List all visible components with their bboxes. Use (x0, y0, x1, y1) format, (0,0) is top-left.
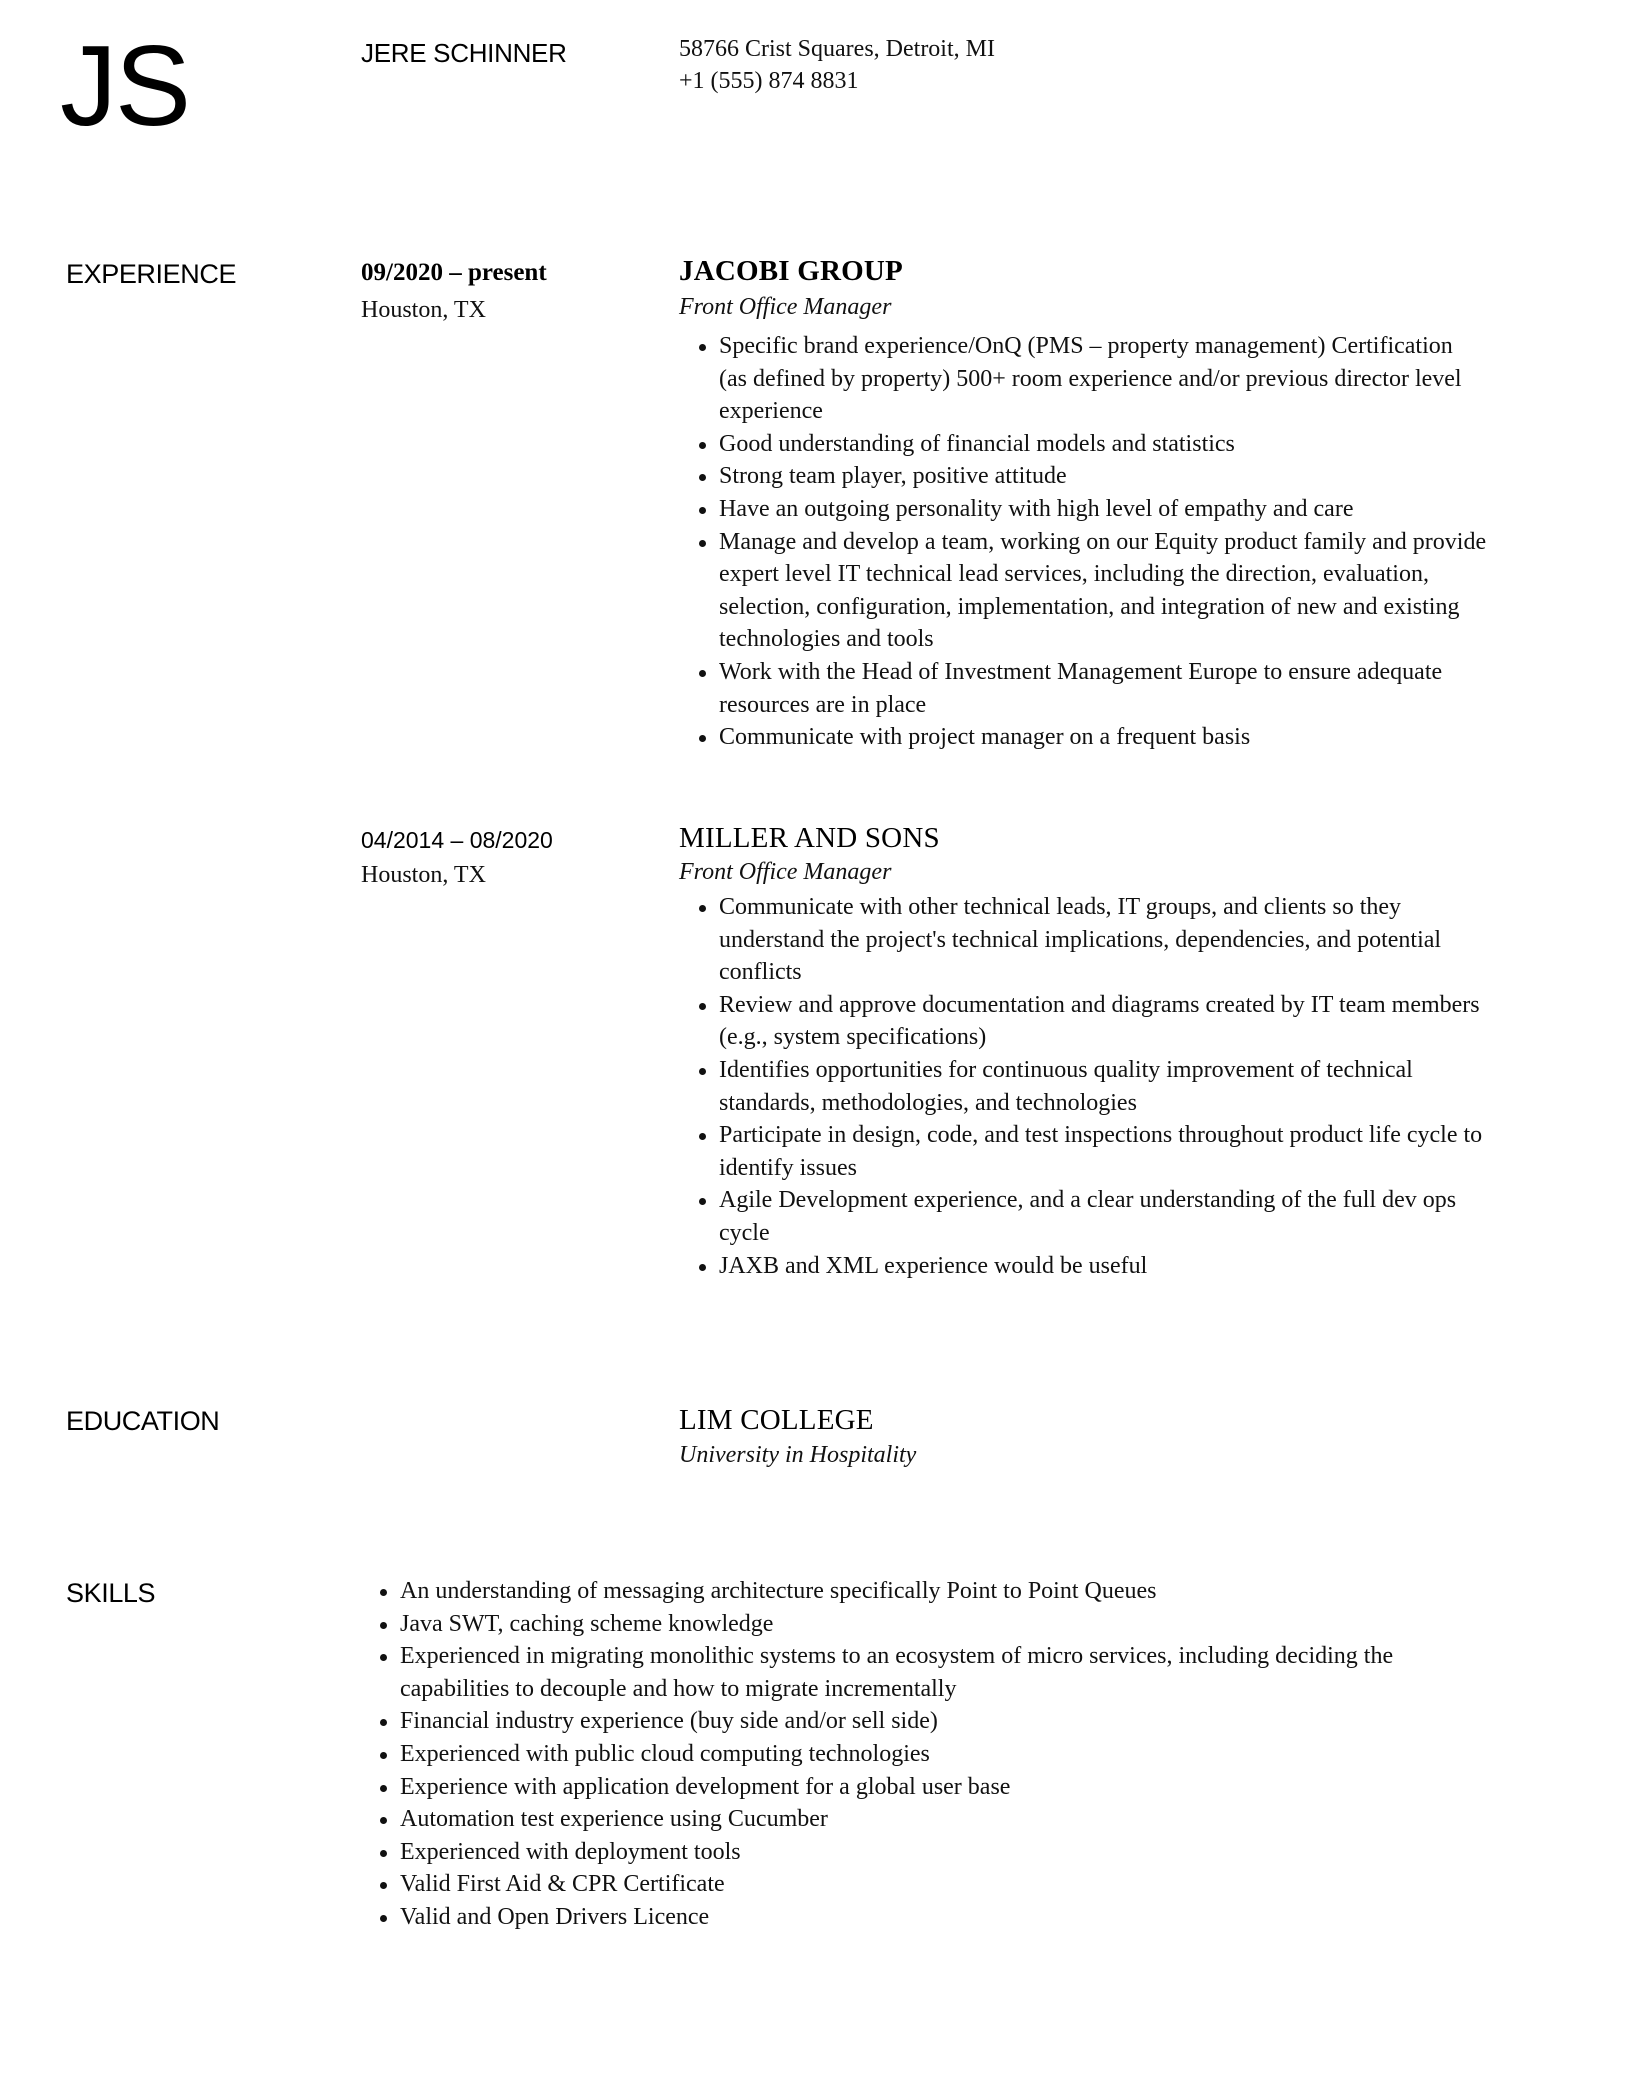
list-item-text: Financial industry experience (buy side and/or sell side) (400, 1708, 938, 1735)
list-item (700, 428, 1486, 461)
bullet-icon (380, 1719, 387, 1726)
list-item-text: Manage and develop a team, working on our Equity product family and provide (719, 528, 1487, 555)
list-item (700, 1250, 1482, 1283)
list-item (381, 1738, 1393, 1771)
candidate-name: JERE SCHINNER (361, 38, 567, 68)
bullet-icon (380, 1882, 387, 1889)
list-item (381, 1771, 1393, 1804)
list-item-text: experience (719, 398, 823, 425)
list-item-text: (e.g., system specifications) (719, 1024, 987, 1051)
list-item (700, 1184, 1482, 1249)
list-item-text: Experience with application development for a global user base (400, 1773, 1011, 1800)
bullet-icon (699, 1133, 706, 1140)
list-item-text: JAXB and XML experience would be useful (719, 1252, 1148, 1279)
section-heading-education: EDUCATION (66, 1406, 220, 1436)
list-item-text: selection, configuration, implementation, and integration of new and existing (719, 593, 1460, 620)
list-item-text: Have an outgoing personality with high level of empathy and care (719, 495, 1354, 522)
list-item-text: Valid and Open Drivers Licence (400, 1903, 710, 1930)
skills-list (381, 1575, 1393, 1934)
bullet-icon (699, 1003, 706, 1010)
bullet-icon (380, 1915, 387, 1922)
monogram: JS (60, 23, 190, 150)
entry-dates: 09/2020 – present (361, 259, 547, 286)
list-item-text: cycle (719, 1219, 770, 1246)
list-item (700, 891, 1482, 989)
responsibilities-list (700, 330, 1486, 754)
bullet-icon (699, 344, 706, 351)
list-item (381, 1836, 1393, 1869)
list-item-text: expert level IT technical lead services, including the direction, evaluation, (719, 561, 1429, 588)
address: 58766 Crist Squares, Detroit, MI (679, 36, 995, 62)
bullet-icon (699, 442, 706, 449)
bullet-icon (380, 1850, 387, 1857)
list-item-text: Agile Development experience, and a clear understanding of the full dev ops (719, 1187, 1457, 1214)
contact-info (679, 33, 995, 97)
bullet-icon (380, 1817, 387, 1824)
list-item-text: conflicts (719, 959, 802, 986)
list-item-text: Experienced with public cloud computing technologies (400, 1740, 930, 1767)
bullet-icon (699, 735, 706, 742)
list-item-text: Specific brand experience/OnQ (PMS – property management) Certification (719, 333, 1453, 359)
company-name: MILLER AND SONS (679, 822, 940, 854)
list-item (700, 460, 1486, 493)
list-item-text: Communicate with project manager on a frequent basis (719, 724, 1251, 751)
list-item-text: Good understanding of financial models and statistics (719, 430, 1235, 457)
list-item-text: understand the project's technical implications, dependencies, and potential (719, 926, 1442, 953)
list-item (381, 1608, 1393, 1641)
phone: +1 (555) 874 8831 (679, 68, 859, 94)
list-item-text: identify issues (719, 1154, 857, 1181)
list-item-text: Automation test experience using Cucumber (400, 1806, 828, 1833)
bullet-icon (699, 474, 706, 481)
bullet-icon (699, 1198, 706, 1205)
entry-location: Houston, TX (361, 297, 486, 323)
list-item (700, 721, 1486, 754)
section-heading-experience: EXPERIENCE (66, 259, 237, 289)
bullet-icon (699, 1068, 706, 1075)
entry-location: Houston, TX (361, 862, 486, 888)
list-item-text: (as defined by property) 500+ room experience and/or previous director level (719, 365, 1462, 392)
list-item (700, 493, 1486, 526)
list-item (381, 1901, 1393, 1934)
school-name: LIM COLLEGE (679, 1404, 874, 1436)
list-item-text: Java SWT, caching scheme knowledge (400, 1610, 774, 1637)
list-item-text: Experienced in migrating monolithic systems to an ecosystem of micro services, including deciding the (400, 1643, 1394, 1670)
entry-dates: 04/2014 – 08/2020 (361, 827, 553, 853)
bullet-icon (380, 1622, 387, 1629)
list-item (381, 1868, 1393, 1901)
list-item (700, 1119, 1482, 1184)
list-item-text: Review and approve documentation and diagrams created by IT team members (719, 991, 1480, 1018)
list-item-text: Communicate with other technical leads, IT groups, and clients so they (719, 894, 1402, 920)
list-item (381, 1803, 1393, 1836)
list-item-text: standards, methodologies, and technologies (719, 1089, 1137, 1116)
bullet-icon (699, 670, 706, 677)
company-name: JACOBI GROUP (679, 255, 903, 287)
job-title: Front Office Manager (679, 859, 892, 885)
bullet-icon (699, 507, 706, 514)
bullet-icon (380, 1654, 387, 1661)
section-heading-skills: SKILLS (66, 1578, 156, 1608)
bullet-icon (699, 1264, 706, 1271)
bullet-icon (699, 540, 706, 547)
list-item (381, 1705, 1393, 1738)
list-item-text: Identifies opportunities for continuous quality improvement of technical (719, 1056, 1413, 1083)
list-item-text: Experienced with deployment tools (400, 1838, 741, 1865)
responsibilities-list (700, 891, 1482, 1282)
list-item (700, 656, 1486, 721)
list-item (381, 1575, 1393, 1608)
list-item-text: An understanding of messaging architecture specifically Point to Point Queues (400, 1578, 1157, 1604)
list-item (700, 330, 1486, 428)
degree: University in Hospitality (679, 1442, 917, 1468)
bullet-icon (699, 905, 706, 912)
bullet-icon (380, 1785, 387, 1792)
job-title: Front Office Manager (679, 294, 892, 320)
list-item-text: Strong team player, positive attitude (719, 463, 1067, 490)
list-item-text: technologies and tools (719, 626, 934, 653)
list-item (381, 1640, 1393, 1705)
list-item (700, 526, 1486, 656)
list-item-text: resources are in place (719, 691, 927, 718)
bullet-icon (380, 1752, 387, 1759)
list-item-text: Participate in design, code, and test inspections throughout product life cycle to (719, 1122, 1483, 1149)
list-item (700, 989, 1482, 1054)
list-item (700, 1054, 1482, 1119)
list-item-text: Work with the Head of Investment Management Europe to ensure adequate (719, 658, 1443, 685)
bullet-icon (380, 1589, 387, 1596)
list-item-text: capabilities to decouple and how to migrate incrementally (400, 1675, 957, 1702)
list-item-text: Valid First Aid & CPR Certificate (400, 1871, 725, 1898)
